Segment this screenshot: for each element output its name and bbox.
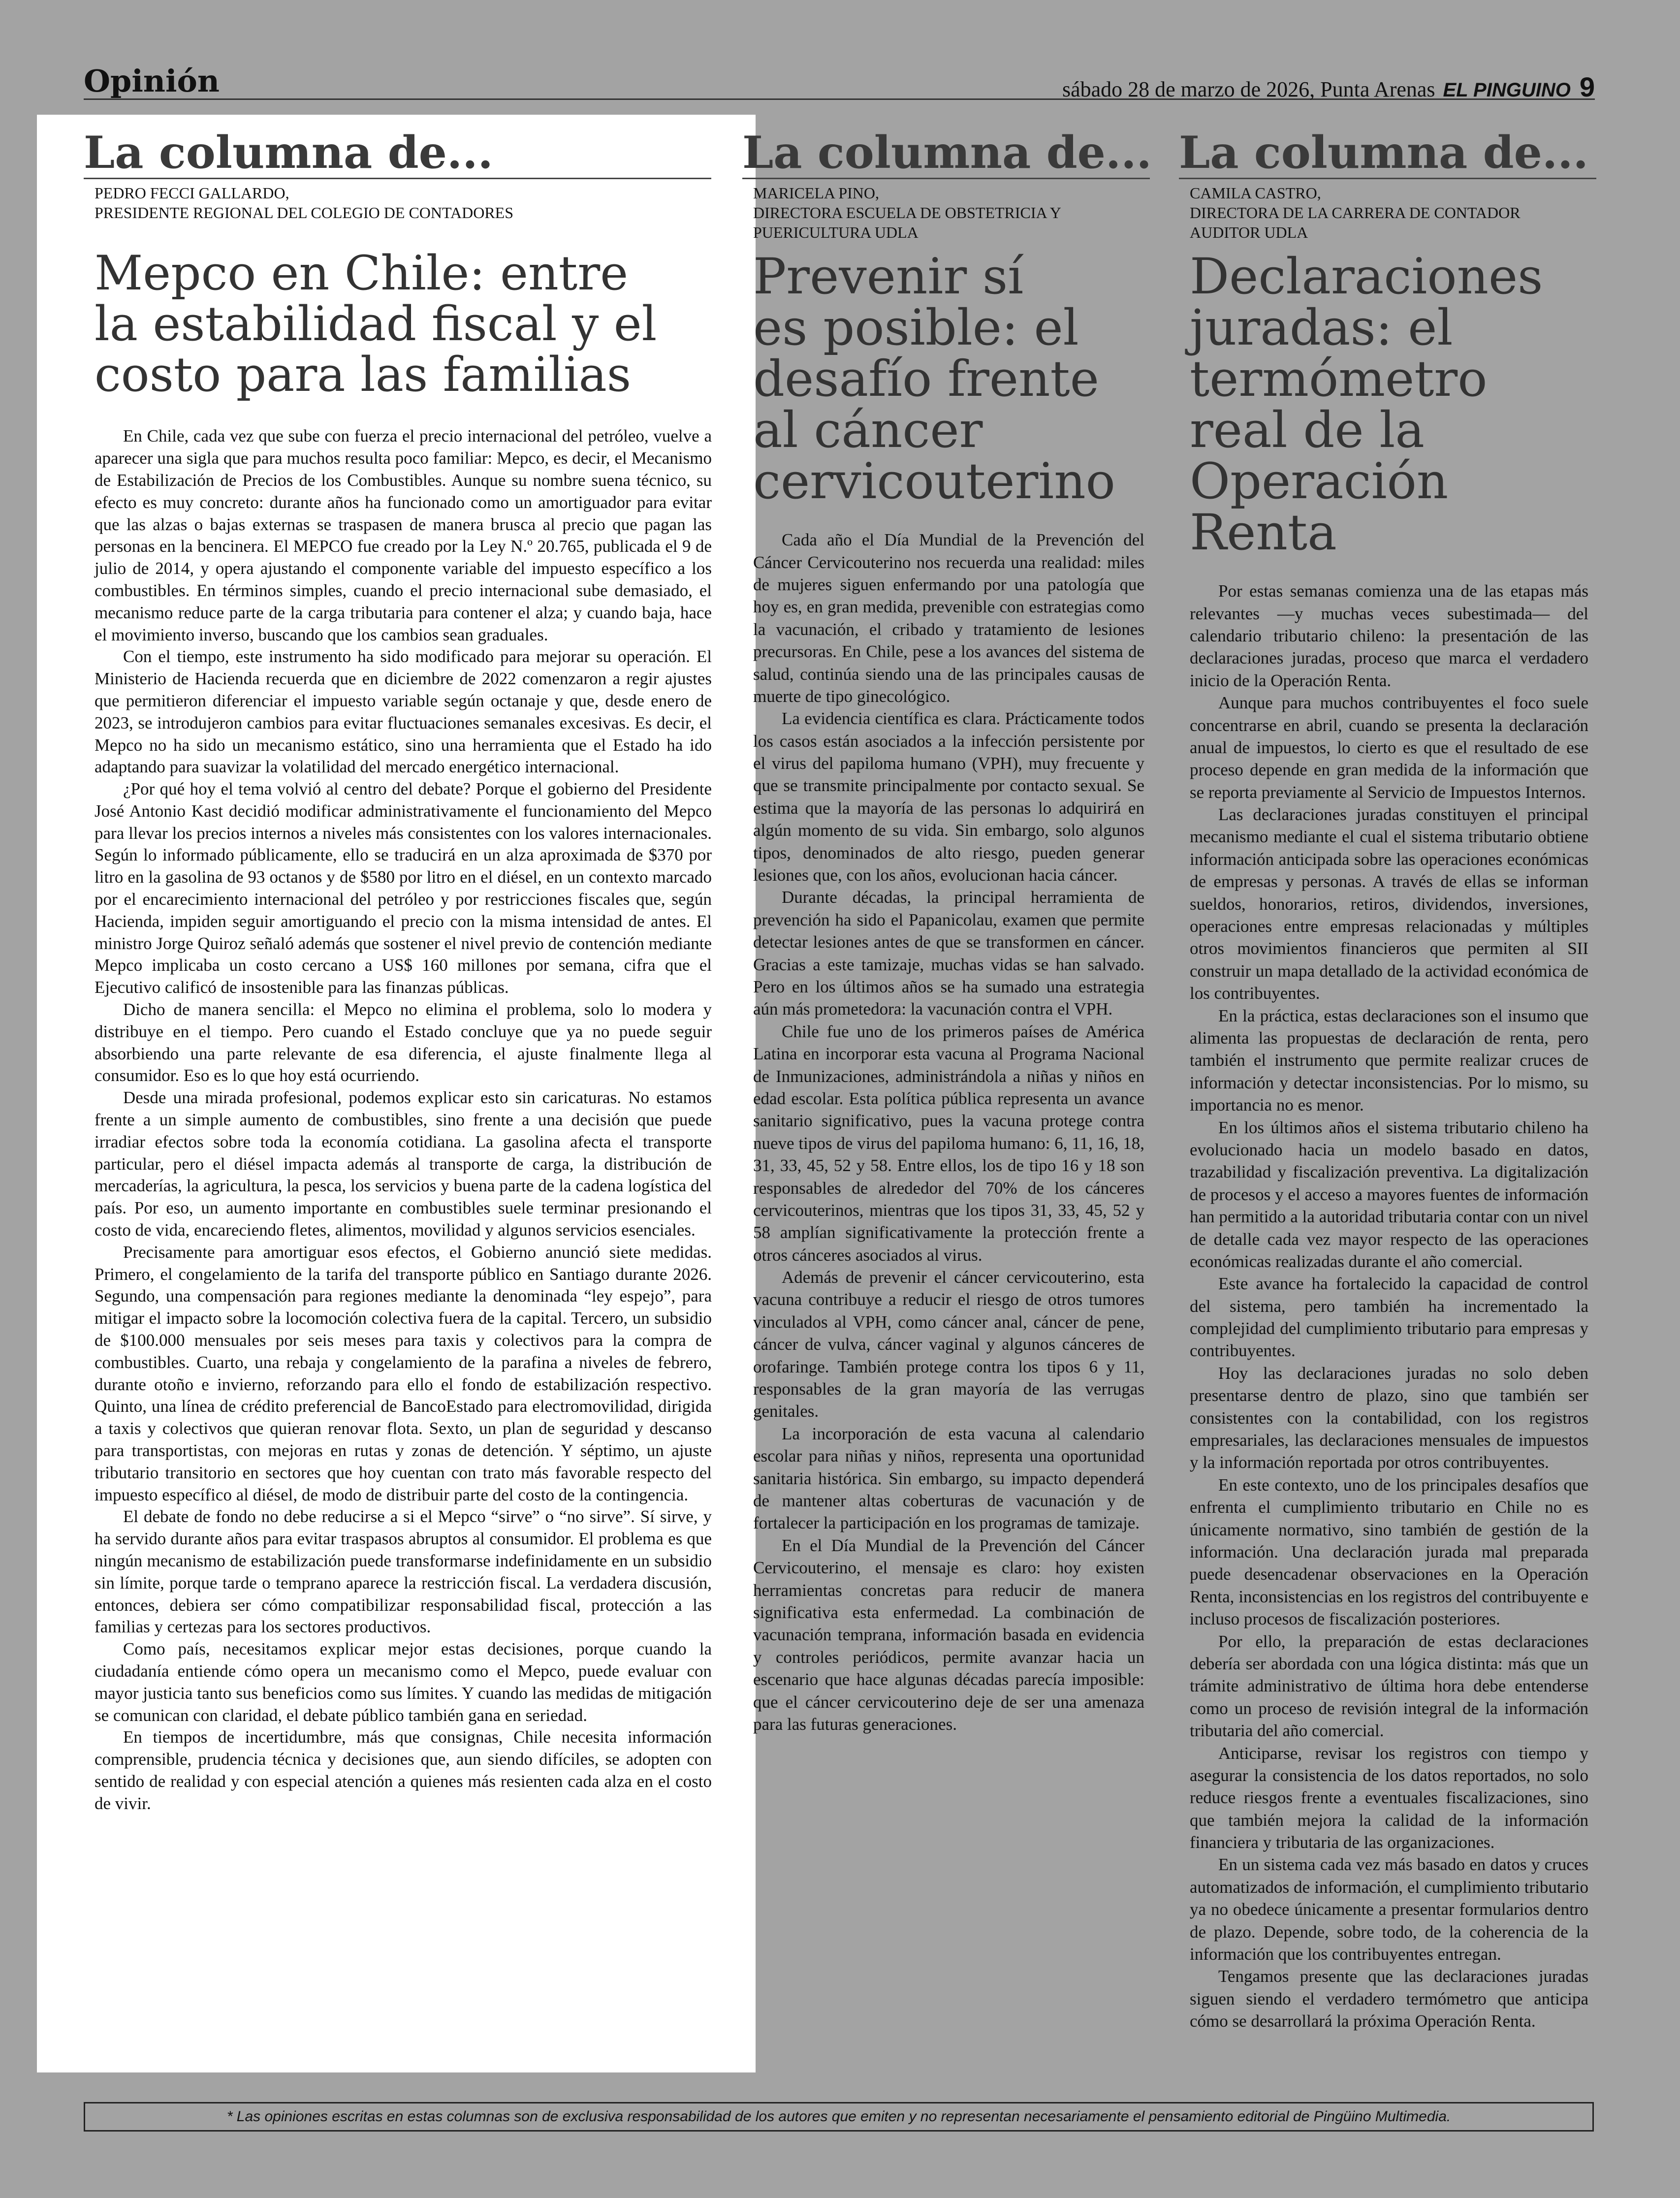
author-line: AUDITOR UDLA [1190, 223, 1308, 242]
column-kicker: La columna de... [742, 127, 1152, 179]
body-paragraph: Precisamente para amortiguar esos efectos, el Gobierno anunció siete medidas. Primero, el congelamiento de la tarifa del transporte público en Santiago durante 2026. Segundo, una compensación para regiones mediante la denominada “ley espejo”, para mitigar el impacto sobre la locomoción colectiva fuera de la capital. Tercero, un subsidio de $100.000 mensuales por seis meses para taxis y colectivos para la compra de combustibles. Cuarto, una rebaja y congelamiento de la parafina a niveles de febrero, durante otoño e invierno, reforzando para ello el fondo de estabilización respectivo. Quinto, una línea de crédito preferencial de BancoEstado para electromovilidad, dirigida a taxis y colectivos que quieran renovar flota. Sexto, un plan de seguridad y descanso para transportistas, con mejoras en rutas y zonas de detención. Y séptimo, un ajuste tributario transitorio en sectores que hoy cuentan con trato más favorable respecto del impuesto específico al diésel, de modo de distribuir parte del costo de la contingencia. [95, 1242, 712, 1504]
body-paragraph: En la práctica, estas declaraciones son el insumo que alimenta las propuestas de declaración de renta, pero también el instrumento que permite realizar cruces de información y detectar inconsistencias. Por lo mismo, su importancia no es menor. [1190, 1006, 1588, 1115]
headline-line: es posible: el [753, 299, 1079, 357]
body-paragraph: Desde una mirada profesional, podemos explicar esto sin caricaturas. No estamos frente a un simple aumento de combustibles, sino frente a una decisión que puede irradiar efectos sobre toda la economía cotidiana. La gasolina afecta el transporte particular, pero el diésel impacta además al transporte de carga, la distribución de mercaderías, la agricultura, la pesca, los servicios y buena parte de la cadena logística del país. Por eso, un aumento importante en combustibles suele terminar presionando el costo de vida, encareciendo fletes, alimentos, movilidad y algunos servicios esenciales. [95, 1088, 712, 1240]
author-line: MARICELA PINO, [753, 184, 880, 202]
headline-line: Operación Renta [1190, 452, 1449, 562]
headline-line: al cáncer [753, 401, 983, 459]
body-paragraph: Dicho de manera sencilla: el Mepco no elimina el problema, solo lo modera y distribuye en el tiempo. Pero cuando el Estado concluye que ya no puede seguir absorbiendo una parte relevante de esa diferencia, el ajuste finalmente llega al consumidor. Eso es lo que hoy está ocurriendo. [95, 1000, 712, 1085]
opinion-column-1 [84, 129, 711, 1815]
editorial-disclaimer: * Las opiniones escritas en estas columnas son de exclusiva responsabilidad de los autores que emiten y no representan necesariamente el pensamiento editorial de Pingüino Multimedia. [84, 2102, 1594, 2132]
author-line: DIRECTORA ESCUELA DE OBSTETRICIA Y [753, 204, 1061, 222]
body-paragraph: ¿Por qué hoy el tema volvió al centro del debate? Porque el gobierno del Presidente José Antonio Kast decidió modificar administrativamente el funcionamiento del Mepco para llevar los precios internos a niveles más consistentes con los valores internacionales. Según lo informado públicamente, ello se traducirá en un alza aproximada de $370 por litro en la gasolina de 93 octanos y de $580 por litro en el diésel, en un contexto marcado por el encarecimiento internacional del petróleo y por restricciones fiscales que, según Hacienda, impiden seguir amortiguando el precio con la misma intensidad de antes. El ministro Jorge Quiroz señaló además que sostener el nivel previo de contención mediante Mepco implicaba un costo cercano a US$ 160 millones por semana, cifra que el Ejecutivo calificó de insostenible para las finanzas públicas. [95, 779, 712, 997]
column-kicker: La columna de... [1179, 129, 1596, 179]
column-body [742, 529, 1144, 1735]
body-paragraph: Además de prevenir el cáncer cervicouterino, esta vacuna contribuye a reducir el riesgo de otros tumores vinculados al VPH, como cáncer anal, cáncer de pene, cáncer de vulva, cáncer vaginal y algunos cánceres de orofaringe. También protege contra los tipos 6 y 11, responsables de la gran mayoría de las verrugas genitales. [753, 1268, 1144, 1421]
column-body [84, 425, 712, 1815]
headline-line: juradas: el [1190, 299, 1453, 357]
headline-line: Declaraciones [1190, 248, 1543, 306]
body-paragraph: Anticiparse, revisar los registros con tiempo y asegurar la consistencia de los datos reportados, no solo reduce riesgos frente a eventuales fiscalizaciones, sino que también mejora la calidad de la información financiera y tributaria de las organizaciones. [1190, 1743, 1588, 1852]
headline-line: la estabilidad fiscal y el [95, 296, 657, 351]
date-location: sábado 28 de marzo de 2026, Punta Arenas [1062, 77, 1435, 101]
body-paragraph: El debate de fondo no debe reducirse a si el Mepco “sirve” o “no sirve”. Sí sirve, y ha servido durante años para evitar traspasos abruptos al consumidor. El problema es que ningún mecanismo de estabilización puede transformarse indefinidamente en un subsidio sin límite, porque tarde o temprano aparece la restricción fiscal. La verdadera discusión, entonces, debiera ser cómo compatibilizar responsabilidad fiscal, protección a las familias y certezas para los sectores productivos. [95, 1507, 712, 1637]
dateline [1062, 71, 1595, 103]
author-line: CAMILA CASTRO, [1190, 184, 1321, 202]
body-paragraph: Este avance ha fortalecido la capacidad de control del sistema, pero también ha incrementado la complejidad del cumplimiento tributario para empresas y contribuyentes. [1190, 1274, 1588, 1361]
author-line: PUERICULTURA UDLA [753, 223, 919, 242]
body-paragraph: Aunque para muchos contribuyentes el foco suele concentrarse en abril, cuando se presenta la declaración anual de impuestos, lo cierto es que el resultado de ese proceso depende en gran medida de la información que se reporta previamente al Servicio de Impuestos Internos. [1190, 693, 1588, 802]
body-paragraph: En los últimos años el sistema tributario chileno ha evolucionado hacia un modelo basado en datos, trazabilidad y fiscalización preventiva. La digitalización de procesos y el acceso a mayores fuentes de información han permitido a la autoridad tributaria contar con un nivel de detalle cada vez mayor respecto de las operaciones económicas realizadas durante el año comercial. [1190, 1117, 1588, 1271]
headline-line: Prevenir sí [753, 248, 1024, 306]
body-paragraph: En tiempos de incertidumbre, más que consignas, Chile necesita información comprensible, prudencia técnica y decisiones que, aun siendo difíciles, se adopten con sentido de realidad y con especial atención a quienes más resienten cada alza en el costo de vivir. [95, 1727, 712, 1813]
column-author [95, 183, 711, 223]
opinion-column-3 [1179, 129, 1596, 2033]
headline-line: termómetro [1190, 350, 1488, 408]
body-paragraph: Durante décadas, la principal herramienta de prevención ha sido el Papanicolau, examen que permite detectar lesiones antes de que se transformen en cáncer. Gracias a este tamizaje, muchas vidas se han salvado. Pero en los últimos años se ha sumado una estrategia aún más prometedora: la vacunación contra el VPH. [753, 888, 1144, 1019]
body-paragraph: La evidencia científica es clara. Prácticamente todos los casos están asociados a la infección persistente por el virus del papiloma humano (VPH), muy frecuente y que se transmite principalmente por contacto sexual. Se estima que la mayoría de las personas lo adquirirá en algún momento de su vida. Sin embargo, solo algunos tipos, denominados de alto riesgo, pueden generar lesiones que, con los años, evolucionan hacia cáncer. [753, 709, 1144, 885]
column-headline [84, 248, 710, 400]
column-kicker: La columna de... [84, 129, 711, 179]
brand-logo: EL PINGUINO [1443, 79, 1571, 101]
column-headline [742, 248, 1150, 510]
body-paragraph: La incorporación de esta vacuna al calendario escolar para niñas y niños, representa una oportunidad sanitaria histórica. Sin embargo, su impacto dependerá de mantener altas coberturas de vacunación y de fortalecer la participación en los programas de tamizaje. [753, 1424, 1144, 1533]
column-body [1179, 580, 1588, 2032]
opinion-column-2 [742, 129, 1150, 1735]
page-number: 9 [1579, 71, 1595, 102]
headline-line: costo para las familias [95, 347, 632, 402]
headline-line: desafío frente [753, 350, 1099, 408]
headline-line: cervicouterino [753, 452, 1115, 510]
body-paragraph: Con el tiempo, este instrumento ha sido modificado para mejorar su operación. El Ministerio de Hacienda recuerda que en diciembre de 2022 comenzaron a regir ajustes que permitieron diferenciar el impuesto variable según octanaje y que, desde enero de 2023, se introdujeron cambios para evitar fluctuaciones semanales excesivas. Es decir, el Mepco no ha sido un mecanismo estático, sino una herramienta que el Estado ha ido adaptando para suavizar la volatilidad del mercado energético internacional. [95, 647, 712, 777]
page-header [84, 59, 1595, 100]
body-paragraph: En el Día Mundial de la Prevención del Cáncer Cervicouterino, el mensaje es claro: hoy existen herramientas concretas para reducir de manera significativa esta enfermedad. La combinación de vacunación temprana, información basada en evidencia y controles periódicos, permite avanzar hacia un escenario que hace algunas décadas parecía imposible: que el cáncer cervicouterino deje de ser una amenaza para las futuras generaciones. [753, 1535, 1144, 1734]
body-paragraph: Cada año el Día Mundial de la Prevención del Cáncer Cervicouterino nos recuerda una realidad: miles de mujeres siguen enfermando por una patología que hoy es, en gran medida, prevenible con estrategias como la vacunación, el cribado y tratamiento de lesiones precursoras. En Chile, pese a los avances del sistema de salud, continúa siendo una de las principales causas de muerte de tipo ginecológico. [753, 530, 1144, 706]
body-paragraph: En un sistema cada vez más basado en datos y cruces automatizados de información, el cumplimiento tributario ya no obedece únicamente a presentar formularios dentro de plazo. Depende, sobre todo, de la coherencia de la información que los contribuyentes entregan. [1190, 1855, 1588, 1964]
column-author [1190, 183, 1596, 242]
column-author [753, 183, 1150, 242]
body-paragraph: Las declaraciones juradas constituyen el principal mecanismo mediante el cual el sistema tributario obtiene información anticipada sobre las operaciones económicas de empresas y personas. A través de ellas se informan sueldos, honorarios, retiros, dividendos, inversiones, operaciones entre empresas relacionadas y múltiples otros movimientos financieros que permiten al SII construir un mapa detallado de la actividad económica de los contribuyentes. [1190, 805, 1588, 1003]
body-paragraph: Por estas semanas comienza una de las etapas más relevantes —y muchas veces subestimada— del calendario tributario chileno: la presentación de las declaraciones juradas, proceso que marca el verdadero inicio de la Operación Renta. [1190, 581, 1588, 690]
body-paragraph: Como país, necesitamos explicar mejor estas decisiones, porque cuando la ciudadanía entiende cómo opera un mecanismo como el Mepco, puede evaluar con mayor justicia tanto sus beneficios como sus límites. Y cuando las medidas de mitigación se comunican con claridad, el debate público también gana en seriedad. [95, 1639, 712, 1725]
author-line: PEDRO FECCI GALLARDO, [95, 184, 289, 202]
body-paragraph: En este contexto, uno de los principales desafíos que enfrenta el cumplimiento tributario en Chile no es únicamente normativo, sino también de gestión de la información. Una declaración jurada mal preparada puede desencadenar observaciones en la Operación Renta, inconsistencias en los registros del contribuyente e incluso procesos de fiscalización posteriores. [1190, 1475, 1588, 1629]
section-title: Opinión [84, 63, 220, 99]
author-line: DIRECTORA DE LA CARRERA DE CONTADOR [1190, 204, 1521, 222]
headline-line: real de la [1190, 401, 1425, 459]
headline-line: Mepco en Chile: entre [95, 246, 629, 301]
column-headline [1179, 248, 1596, 562]
body-paragraph: Hoy las declaraciones juradas no solo deben presentarse dentro de plazo, sino que también ser consistentes con la contabilidad, con los registros empresariales, las declaraciones mensuales de impuestos y la información reportada por otros contribuyentes. [1190, 1363, 1588, 1472]
author-line: PRESIDENTE REGIONAL DEL COLEGIO DE CONTADORES [95, 204, 513, 222]
body-paragraph: En Chile, cada vez que sube con fuerza el precio internacional del petróleo, vuelve a aparecer una sigla que para muchos resulta poco familiar: Mepco, es decir, el Mecanismo de Estabilización de Precios de los Combustibles. Aunque su nombre suena técnico, su efecto es muy concreto: durante años ha funcionado como un amortiguador para evitar que las alzas o bajas externas se traspasen de manera brusca al precio que pagan las personas en la bencinera. El MEPCO fue creado por la Ley N.º 20.765, publicada el 9 de julio de 2014, y opera ajustando el componente variable del impuesto específico a los combustibles. En términos simples, cuando el precio internacional sube demasiado, el mecanismo reduce parte de la carga tributaria para contener el alza; y cuando baja, hace el movimiento inverso, buscando que los cambios sean graduales. [95, 426, 712, 644]
body-paragraph: Por ello, la preparación de estas declaraciones debería ser abordada con una lógica distinta: más que un trámite administrativo de última hora debe entenderse como un proceso de revisión integral de la información tributaria del año comercial. [1190, 1631, 1588, 1741]
body-paragraph: Tengamos presente que las declaraciones juradas siguen siendo el verdadero termómetro que anticipa cómo se desarrollará la próxima Operación Renta. [1190, 1967, 1588, 2031]
body-paragraph: Chile fue uno de los primeros países de América Latina en incorporar esta vacuna al Programa Nacional de Inmunizaciones, administrándola a niñas y niños en edad escolar. Esta política pública representa un avance sanitario significativo, pues la vacuna protege contra nueve tipos de virus del papiloma humano: 6, 11, 16, 18, 31, 33, 45, 52 y 58. Entre ellos, los de tipo 16 y 18 son responsables de alrededor del 70% de los cánceres cervicouterinos, mientras que los tipos 31, 33, 45, 52 y 58 amplían significativamente la protección frente a otros cánceres asociados al virus. [753, 1021, 1144, 1265]
